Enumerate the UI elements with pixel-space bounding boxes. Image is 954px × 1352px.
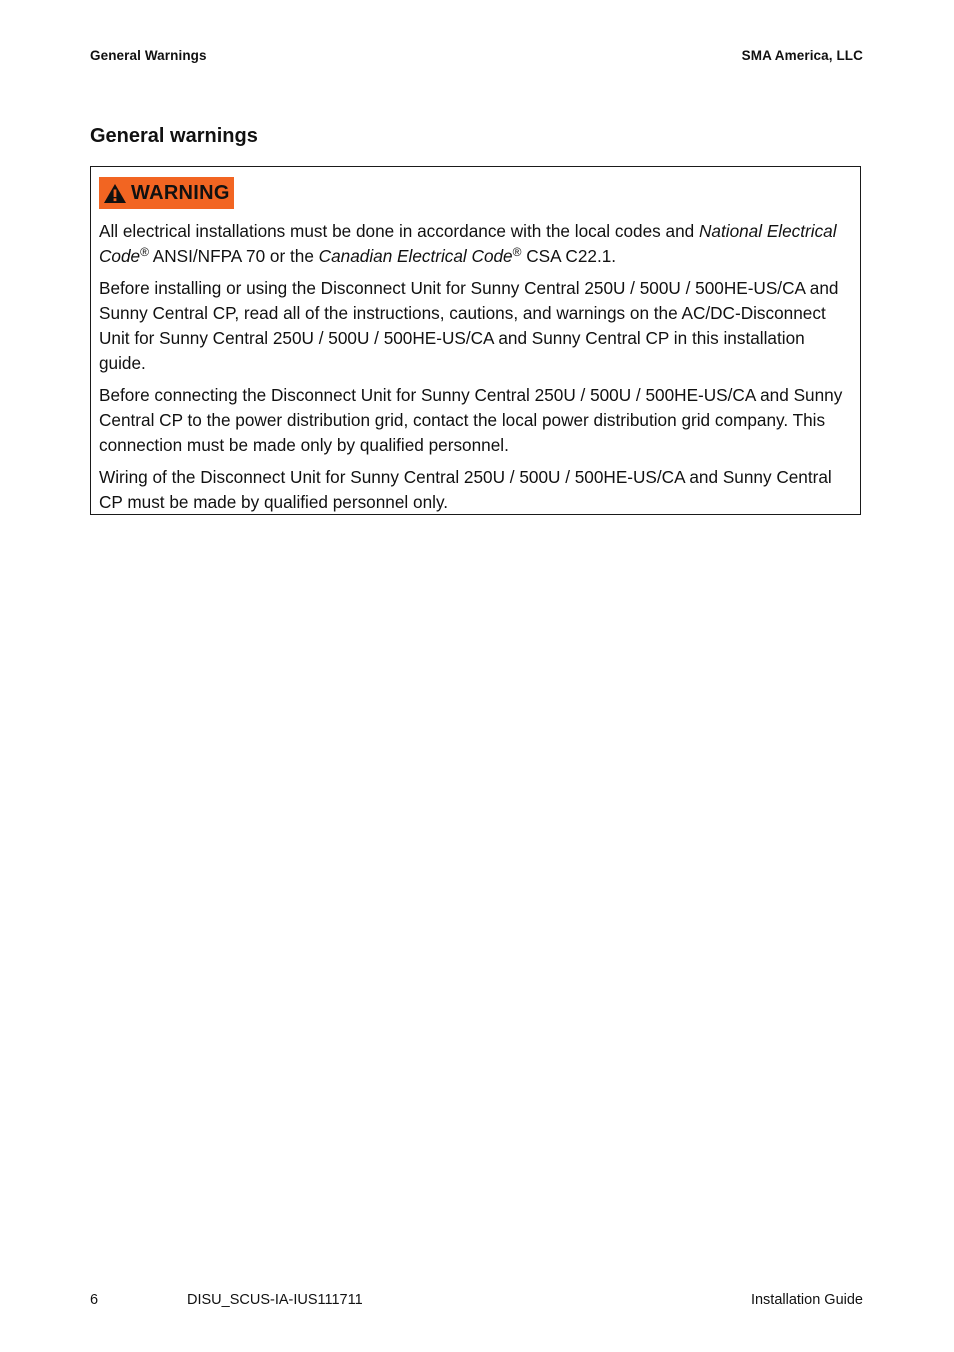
page-number: 6 — [90, 1292, 99, 1308]
page-header — [90, 48, 863, 63]
warning-triangle-icon — [103, 183, 131, 204]
warning-label-text: WARNING — [131, 181, 230, 204]
header-chapter-title: General Warnings — [90, 48, 207, 63]
section-title: General warnings — [90, 125, 258, 147]
warning-label — [99, 177, 234, 209]
document-type: Installation Guide — [750, 1292, 863, 1308]
cec-title: Canadian Electrical Code — [318, 246, 513, 266]
registered-mark: ® — [140, 245, 149, 259]
warning-paragraph-read-instructions: Before installing or using the Disconnect Unit for Sunny Central 250U / 500U / 500HE-US/CA and Sunny Central CP, read all of the instructions, cautions, and warnings on the AC/DC-Disconnect Unit for Sunny Central 250U / 500U / 500HE-US/CA and Sunny Central CP in this installation guide. — [99, 278, 839, 373]
nec-title: National Electrical Code — [99, 221, 837, 266]
registered-mark: ® — [512, 245, 522, 259]
warning-paragraph-wiring: Wiring of the Disconnect Unit for Sunny Central 250U / 500U / 500HE-US/CA and Sunny Central CP must be made by qualified personnel only. — [99, 467, 832, 512]
warning-box — [90, 166, 861, 515]
header-company-name: SMA America, LLC — [741, 48, 863, 63]
document-code: DISU_SCUS-IA-IUS111711 — [187, 1292, 363, 1308]
warning-body — [99, 219, 856, 522]
warning-paragraph-codes: All electrical installations must be done in accordance with the local codes and National Electrical Code® ANSI/NFPA 70 or the Canadian Electrical Code® CSA C22.1. — [99, 221, 837, 266]
warning-paragraph-grid-connection: Before connecting the Disconnect Unit for Sunny Central 250U / 500U / 500HE-US/CA and Sunny Central CP to the power distribution grid, contact the local power distribution grid company. This connection must be made only by qualified personnel. — [99, 385, 843, 455]
